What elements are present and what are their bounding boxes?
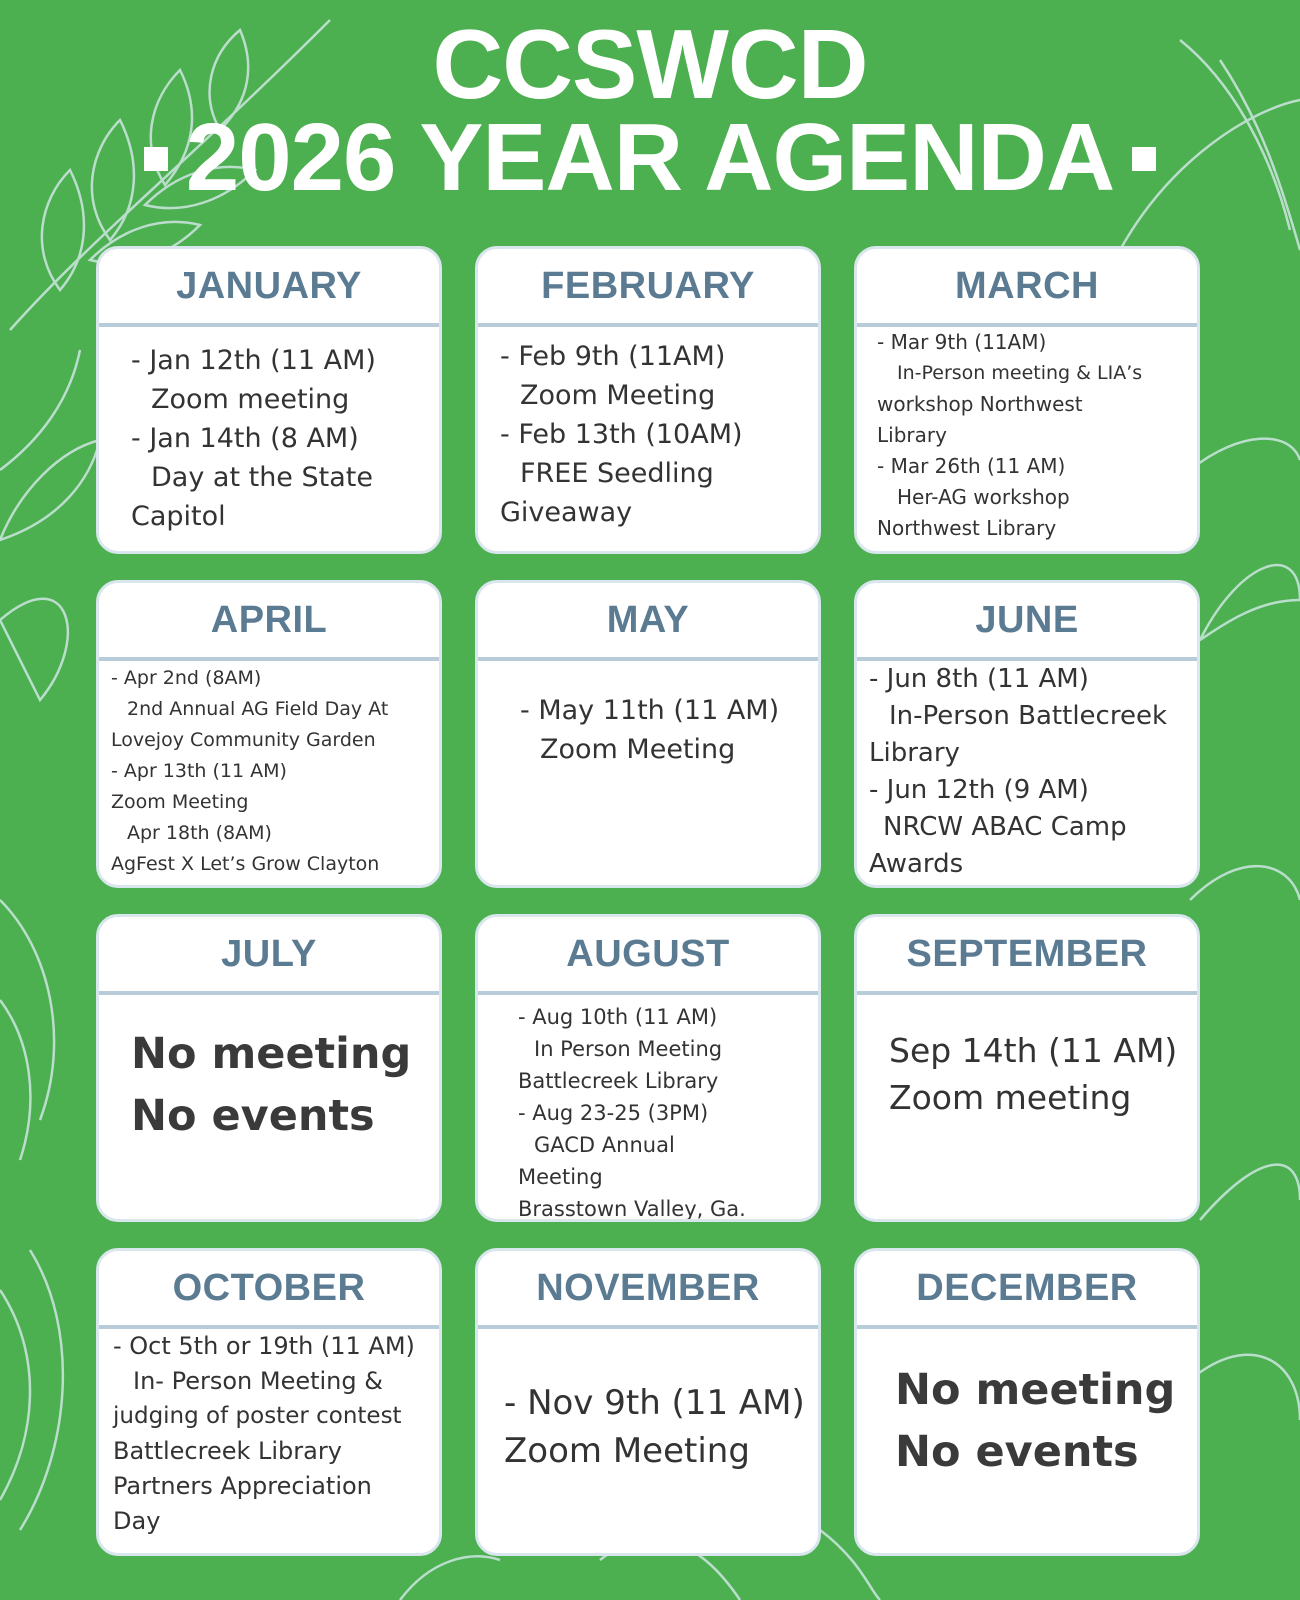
event-line: No meeting bbox=[131, 1029, 412, 1079]
event-line: Giveaway bbox=[500, 497, 633, 528]
event-line: workshop Northwest bbox=[877, 392, 1083, 416]
month-name: AUGUST bbox=[478, 917, 818, 995]
event-line: Zoom Meeting bbox=[540, 734, 736, 765]
event-line: Awards bbox=[869, 849, 964, 879]
month-card-october bbox=[96, 1248, 442, 1556]
event-line: Zoom meeting bbox=[889, 1078, 1132, 1117]
event-line: Library bbox=[877, 423, 947, 447]
event-line: - May 11th (11 AM) bbox=[520, 695, 780, 726]
event-line: - Oct 5th or 19th (11 AM) bbox=[113, 1332, 415, 1360]
event-line: NRCW ABAC Camp bbox=[883, 812, 1127, 842]
event-line: Zoom meeting bbox=[151, 384, 350, 415]
event-line: - Aug 23-25 (3PM) bbox=[518, 1101, 709, 1125]
month-card-june bbox=[854, 580, 1200, 888]
month-name: NOVEMBER bbox=[478, 1251, 818, 1329]
month-name: JANUARY bbox=[99, 249, 439, 327]
event-line: No meeting bbox=[895, 1365, 1176, 1415]
square-bullet-icon bbox=[1132, 147, 1156, 171]
month-name: MARCH bbox=[857, 249, 1197, 327]
event-line: - Mar 26th (11 AM) bbox=[877, 454, 1066, 478]
month-name: SEPTEMBER bbox=[857, 917, 1197, 995]
event-line: - Mar 9th (11AM) bbox=[877, 330, 1047, 354]
event-line: In-Person meeting & LIA’s bbox=[897, 362, 1143, 384]
event-line: - Jan 14th (8 AM) bbox=[131, 423, 359, 454]
event-line: - Apr 13th (11 AM) bbox=[111, 760, 287, 782]
month-card-december bbox=[854, 1248, 1200, 1556]
event-line: Zoom Meeting bbox=[111, 791, 249, 813]
event-line: Lovejoy Community Garden bbox=[111, 729, 376, 751]
month-name: DECEMBER bbox=[857, 1251, 1197, 1329]
month-card-september bbox=[854, 914, 1200, 1222]
org-title: CCSWCD bbox=[432, 9, 868, 119]
event-line: Meeting bbox=[518, 1165, 603, 1189]
event-line: No events bbox=[895, 1427, 1139, 1477]
event-line: - Aug 10th (11 AM) bbox=[518, 1005, 718, 1029]
event-line: Day at the State bbox=[151, 462, 373, 493]
event-line: GACD Annual bbox=[534, 1133, 675, 1157]
event-line: FREE Seedling bbox=[520, 458, 714, 489]
month-card-january bbox=[96, 246, 442, 554]
event-line: AgFest X Let’s Grow Clayton bbox=[111, 853, 380, 875]
event-line: Library bbox=[869, 738, 960, 768]
month-name: MAY bbox=[478, 583, 818, 661]
event-line: Partners Appreciation bbox=[113, 1472, 372, 1500]
event-line: - Jun 8th (11 AM) bbox=[869, 664, 1089, 694]
event-line: Apr 18th (8AM) bbox=[127, 822, 272, 844]
event-line: Day bbox=[113, 1507, 161, 1535]
event-line: In- Person Meeting & bbox=[133, 1367, 383, 1395]
agenda-title bbox=[0, 104, 1300, 211]
month-name: JULY bbox=[99, 917, 439, 995]
event-line: In-Person Battlecreek bbox=[889, 701, 1168, 731]
event-line: Battlecreek Library bbox=[518, 1069, 719, 1093]
month-name: JUNE bbox=[857, 583, 1197, 661]
event-line: Sep 14th (11 AM) bbox=[889, 1031, 1178, 1070]
event-line: - Nov 9th (11 AM) bbox=[504, 1383, 805, 1423]
month-card-november bbox=[475, 1248, 821, 1556]
event-line: - Jan 12th (11 AM) bbox=[131, 345, 376, 376]
month-card-july bbox=[96, 914, 442, 1222]
agenda-title-text: 2026 YEAR AGENDA bbox=[185, 104, 1115, 211]
event-line: Zoom Meeting bbox=[504, 1431, 750, 1471]
month-name: APRIL bbox=[99, 583, 439, 661]
month-card-april bbox=[96, 580, 442, 888]
event-line: judging of poster contest bbox=[113, 1403, 402, 1429]
event-line: Her-AG workshop bbox=[897, 485, 1070, 509]
event-line: Capitol bbox=[131, 501, 226, 532]
event-line: In Person Meeting bbox=[534, 1037, 723, 1061]
event-line: - Feb 13th (10AM) bbox=[500, 419, 743, 450]
event-line: - Apr 2nd (8AM) bbox=[111, 667, 262, 689]
event-line: Zoom Meeting bbox=[520, 380, 716, 411]
month-name: FEBRUARY bbox=[478, 249, 818, 327]
month-name: OCTOBER bbox=[99, 1251, 439, 1329]
square-bullet-icon bbox=[144, 147, 168, 171]
event-line: Brasstown Valley, Ga. bbox=[518, 1197, 746, 1221]
event-line: Battlecreek Library bbox=[113, 1437, 342, 1465]
event-line: - Jun 12th (9 AM) bbox=[869, 775, 1089, 805]
month-card-may bbox=[475, 580, 821, 888]
month-card-august bbox=[475, 914, 821, 1222]
month-card-february bbox=[475, 246, 821, 554]
event-line: 2nd Annual AG Field Day At bbox=[127, 698, 389, 720]
event-line: Northwest Library bbox=[877, 516, 1057, 540]
event-line: - Feb 9th (11AM) bbox=[500, 341, 726, 372]
month-card-march bbox=[854, 246, 1200, 554]
event-line: No events bbox=[131, 1091, 375, 1141]
